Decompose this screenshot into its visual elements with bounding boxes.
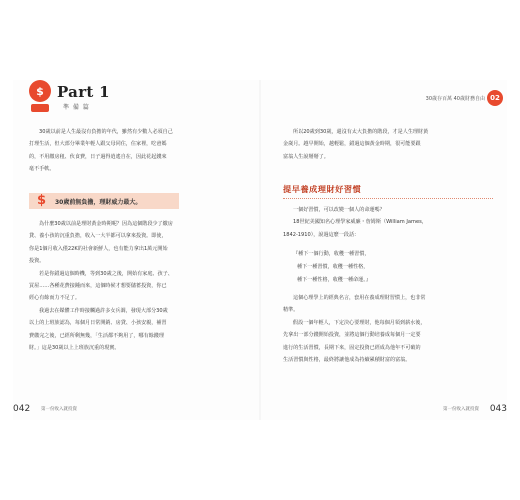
part-subtitle: 準 備 篇	[63, 104, 90, 111]
paragraph-line: 財。」這是30歲以上上班族沉重的現實。	[29, 345, 120, 352]
running-footer: 第一份收入就投資	[41, 407, 77, 412]
paragraph-line: 1842-1910），說過這麼一段話：	[283, 231, 360, 238]
left-page	[13, 80, 259, 420]
paragraph-line: 為什麼30歲以前是理財黃金時期呢？因為這個階段少了繳房	[39, 221, 173, 227]
page-number: 043	[489, 404, 507, 414]
paragraph-line: 的，不用繳房租、伙食費，日子過得逍遙自在，因此花起錢來	[29, 153, 167, 160]
paragraph-line: 若是你錯過這個時機，等到30歲之後，開始有家庭、孩子、	[39, 270, 173, 277]
right-mid-text	[283, 204, 493, 241]
paragraph-line: 毫不手軟。	[29, 166, 55, 173]
callout-box	[29, 193, 179, 209]
paragraph-line: 進行的生活習慣，長期下來，固定投資已經成為他年不可破的	[283, 344, 421, 351]
section-divider	[283, 198, 493, 199]
right-intro-text	[283, 126, 493, 163]
left-main-text	[29, 218, 241, 354]
book-spread	[0, 80, 520, 420]
paragraph-line: 富翁人生說掰掰了。	[283, 153, 329, 160]
paragraph-line: 一個好習慣，可以改變一個人的命運嗎？	[293, 207, 385, 213]
right-page	[261, 80, 507, 420]
paragraph-line: 以上的上班族認為，每個月日常開銷、房貸、小孩安親，補習	[29, 320, 167, 327]
paragraph-line: 精準。	[283, 307, 299, 314]
section-title: 提早養成理財好習慣	[283, 184, 362, 194]
callout-text: 30歲前無負擔，理財威力最大。	[55, 198, 142, 206]
paragraph-line: 你是1個月收入僅22K的社會新鮮人，也有能力拿出1萬元開始	[29, 245, 168, 252]
quote-line: 『種下一個行動，收穫一種習慣，	[293, 251, 370, 257]
right-main-text	[283, 292, 493, 366]
running-header: 30歲存百萬 40歲財務自由	[425, 96, 485, 102]
chapter-number-badge: 02	[487, 90, 503, 106]
left-intro-text	[29, 126, 241, 176]
paragraph-line: 我過去在媒體工作時接觸過許多女兵調，發現大部分30歲	[39, 307, 168, 314]
quote-block	[293, 248, 371, 287]
quote-line: 種下一種性格，收穫一種命運。』	[297, 277, 371, 283]
paragraph-line: 這個心理學上的經典名言，套用在養成理財習慣上，也非常	[293, 295, 426, 301]
part-badge-icon: $	[29, 80, 51, 102]
paragraph-line: 先拿出一部分錢開始投資，並將這個行動培養成每個月一定要	[283, 332, 421, 339]
paragraph-line: 投資。	[29, 258, 45, 265]
page-number: 042	[13, 404, 31, 414]
paragraph-line: 30歲以前是人生最沒有負擔的年代，雖然有少數人必須自己	[39, 129, 173, 135]
paragraph-line: 假設一個年輕人，下定決心要理財，他每個月領到薪水後，	[293, 319, 426, 326]
quote-line: 種下一種習慣，收穫一種性格，	[297, 264, 369, 270]
paragraph-line: 18世紀美國知名心理學家威廉・詹姆斯（William James，	[293, 219, 427, 226]
part-title: Part 1	[57, 83, 110, 101]
dollar-sign-icon: $	[37, 193, 47, 208]
paragraph-line: 打理生活，但大部分畢業年輕人跟父母同住，住家裡，吃爸媽	[29, 141, 167, 148]
paragraph-line: 金歲月。越早開始，越輕鬆，錯過這個黃金時期，很可能要跟	[283, 141, 421, 148]
paragraph-line: 費繳完之後，已經所剩無幾，「生活都不夠用了，哪有餘錢理	[29, 332, 164, 339]
running-footer: 第一份收入就投資	[443, 407, 479, 412]
paragraph-line: 生活習慣與性格，最終將讓他成為持續累積財富的富翁。	[283, 357, 411, 364]
paragraph-line: 貸、養小孩的沉重負擔，收入一大半都可以拿來投資。即使，	[29, 233, 167, 240]
paragraph-line: 買屋……各種花費接踵而來，這個時候才想要儲蓄投資，你已	[29, 283, 167, 290]
paragraph-line: 經心有餘而力不足了。	[29, 295, 80, 302]
paragraph-line: 所以20歲到30歲，還沒有太大負擔的階段，才是人生理財黃	[293, 129, 429, 135]
